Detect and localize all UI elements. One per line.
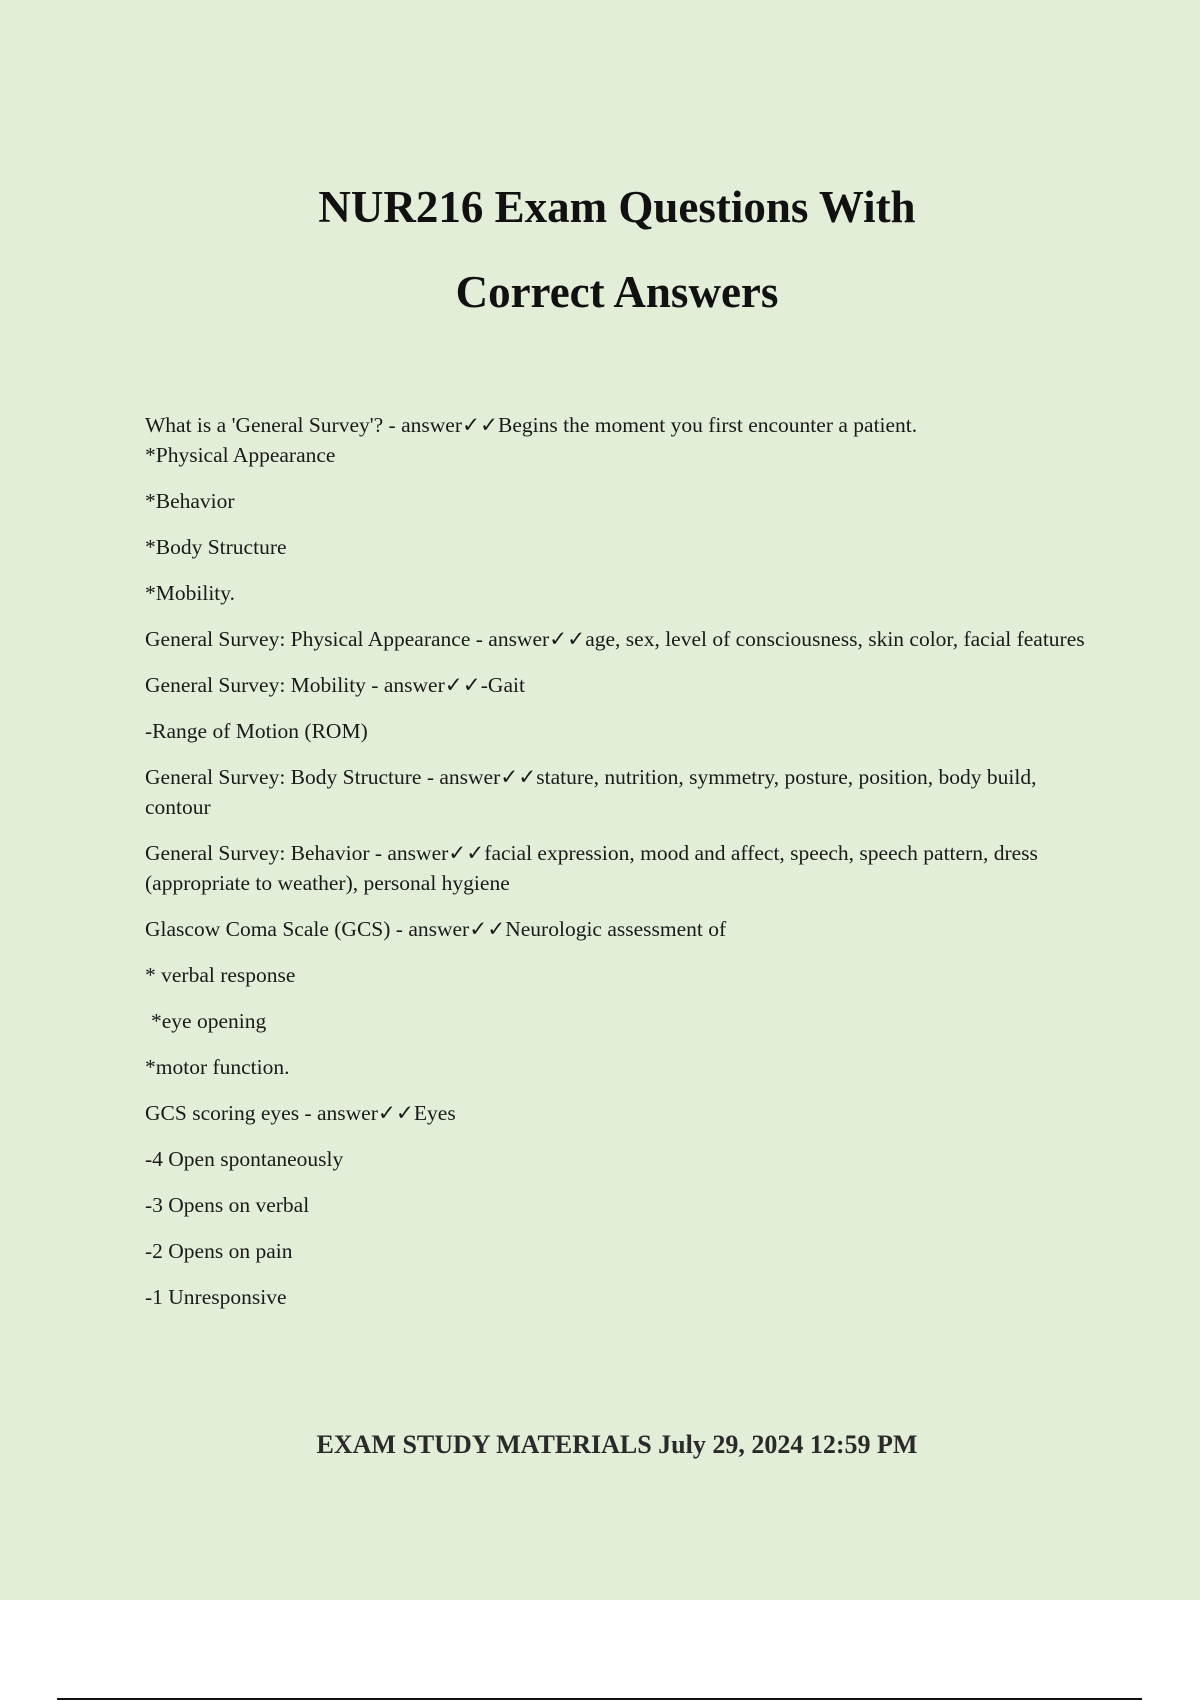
page-footer: EXAM STUDY MATERIALS July 29, 2024 12:59 PM bbox=[316, 1430, 918, 1459]
body-paragraph: General Survey: Behavior - answer✓✓facial expression, mood and affect, speech, speech pattern, dress (appropriate to weather), personal hygiene bbox=[145, 841, 1038, 895]
body-paragraph: -4 Open spontaneously bbox=[145, 1147, 344, 1171]
page-title-line-1: NUR216 Exam Questions With bbox=[318, 182, 916, 232]
body-paragraph: Glascow Coma Scale (GCS) - answer✓✓Neurologic assessment of bbox=[145, 917, 727, 941]
body-paragraph: *Body Structure bbox=[145, 535, 287, 559]
body-paragraph: -2 Opens on pain bbox=[145, 1239, 293, 1263]
body-paragraph: *eye opening bbox=[151, 1009, 267, 1033]
body-paragraph: General Survey: Body Structure - answer✓✓stature, nutrition, symmetry, posture, position, body build, contour bbox=[145, 765, 1037, 819]
body-paragraph: General Survey: Physical Appearance - answer✓✓age, sex, level of consciousness, skin color, facial features bbox=[145, 627, 1085, 651]
body-paragraph: GCS scoring eyes - answer✓✓Eyes bbox=[145, 1101, 456, 1125]
body-paragraph: *Behavior bbox=[145, 489, 235, 513]
body-paragraph: *motor function. bbox=[145, 1055, 290, 1079]
body-paragraph: * verbal response bbox=[145, 963, 296, 987]
page-title bbox=[0, 165, 1200, 335]
body-paragraph: -1 Unresponsive bbox=[145, 1285, 287, 1309]
body-paragraph: *Physical Appearance bbox=[145, 443, 336, 467]
body-paragraph: What is a 'General Survey'? - answer✓✓Begins the moment you first encounter a patient. bbox=[145, 413, 918, 437]
body-paragraph: *Mobility. bbox=[145, 581, 235, 605]
body-paragraph: -Range of Motion (ROM) bbox=[145, 719, 368, 743]
document-body bbox=[145, 410, 1095, 1328]
body-paragraph: General Survey: Mobility - answer✓✓-Gait bbox=[145, 673, 525, 697]
body-paragraph: -3 Opens on verbal bbox=[145, 1193, 310, 1217]
page-title-line-2: Correct Answers bbox=[455, 267, 779, 317]
